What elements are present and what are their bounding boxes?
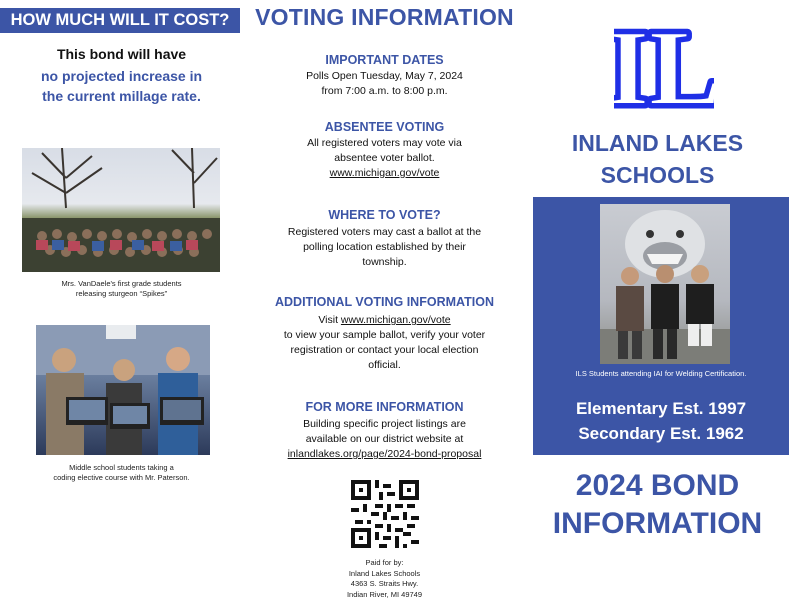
paid-line3: 4363 S. Straits Hwy. [350, 579, 419, 588]
more-information-body [257, 417, 512, 462]
left-panel [0, 0, 243, 603]
where-to-vote-heading: WHERE TO VOTE? [328, 208, 441, 222]
absentee-voting-line2: absentee voter ballot. [334, 152, 435, 164]
secondary-established: Secondary Est. 1962 [578, 424, 744, 443]
absentee-voting-heading: ABSENTEE VOTING [324, 120, 445, 134]
more-information-line1: Building specific project listings are [303, 418, 466, 430]
il-logo-fill: IL [614, 9, 714, 114]
absentee-voting-body [257, 136, 512, 181]
paid-line1: Paid for by: [365, 558, 404, 567]
school-name [526, 127, 789, 191]
coding-class-photo-illustration [36, 325, 210, 455]
additional-voting-heading: ADDITIONAL VOTING INFORMATION [275, 295, 494, 309]
first-grade-photo-illustration [22, 148, 220, 272]
school-name-line1: INLAND LAKES [571, 130, 744, 156]
il-logo-outline: IL [614, 9, 714, 114]
qr-code[interactable] [351, 480, 419, 548]
coding-class-photo [36, 325, 210, 455]
coding-class-caption-line1: Middle school students taking a [69, 463, 174, 472]
paid-line2: Inland Lakes Schools [348, 568, 421, 578]
first-grade-caption-line2: releasing sturgeon “Spikes” [75, 289, 168, 298]
additional-voting-line1 [257, 313, 512, 328]
first-grade-caption-line1: Mrs. VanDaele's first grade students [61, 279, 182, 288]
welding-info-box [533, 197, 789, 455]
absentee-voting-line1: All registered voters may vote via [307, 137, 462, 149]
qr-code-graphic [351, 480, 419, 548]
bond-statement-line2: no projected increase in [40, 68, 203, 84]
coding-class-caption [0, 463, 243, 483]
additional-vote-link[interactable]: www.michigan.gov/vote [340, 314, 451, 326]
bond-title-line2: INFORMATION [552, 507, 763, 540]
school-name-line2: SCHOOLS [600, 162, 715, 188]
where-to-vote-body [257, 225, 512, 270]
absentee-vote-link[interactable]: www.michigan.gov/vote [329, 167, 440, 179]
important-dates-line1: Polls Open Tuesday, May 7, 2024 [306, 70, 463, 82]
cost-heading: HOW MUCH WILL IT COST? [0, 8, 240, 33]
where-to-vote-line1: Registered voters may cast a ballot at the [287, 226, 482, 238]
bond-statement-line1: This bond will have [56, 46, 187, 62]
more-information-heading: FOR MORE INFORMATION [305, 400, 464, 414]
additional-voting-line4: official. [368, 359, 401, 371]
important-dates-line2: from 7:00 a.m. to 8:00 p.m. [321, 85, 448, 97]
voting-information-title: VOTING INFORMATION [255, 4, 514, 30]
where-to-vote-line3: township. [362, 256, 407, 268]
bond-statement-emphasis [0, 66, 243, 106]
bond-proposal-link[interactable]: inlandlakes.org/page/2024-bond-proposal [287, 448, 482, 460]
il-logo-graphic [614, 4, 714, 114]
important-dates-heading: IMPORTANT DATES [325, 53, 444, 67]
voting-information-panel [243, 0, 526, 603]
coding-class-caption-line2: coding elective course with Mr. Paterson. [53, 473, 190, 482]
welding-caption: ILS Students attending IAI for Welding Certification. [575, 369, 747, 378]
welding-students-photo-illustration [600, 204, 730, 364]
additional-voting-line3: registration or contact your local election [290, 344, 479, 356]
additional-voting-line2: to view your sample ballot, verify your voter [283, 329, 486, 341]
where-to-vote-line2: polling location established by their [303, 241, 466, 253]
more-information-line2: available on our district website at [305, 433, 464, 445]
bond-title-line1: 2024 BOND [575, 469, 740, 502]
welding-students-photo [600, 204, 730, 364]
cover-panel [526, 0, 789, 603]
first-grade-caption [0, 279, 243, 299]
first-grade-photo [22, 148, 220, 272]
paid-for-by [243, 558, 526, 600]
additional-voting-body [257, 313, 512, 373]
bond-statement-line3: the current millage rate. [42, 88, 201, 104]
paid-line4: Indian River, MI 49749 [346, 589, 423, 599]
important-dates-body [257, 69, 512, 99]
bond-information-title [526, 467, 789, 543]
elementary-established: Elementary Est. 1997 [575, 399, 747, 418]
additional-visit-text: Visit [318, 314, 338, 326]
il-logo [614, 4, 714, 114]
